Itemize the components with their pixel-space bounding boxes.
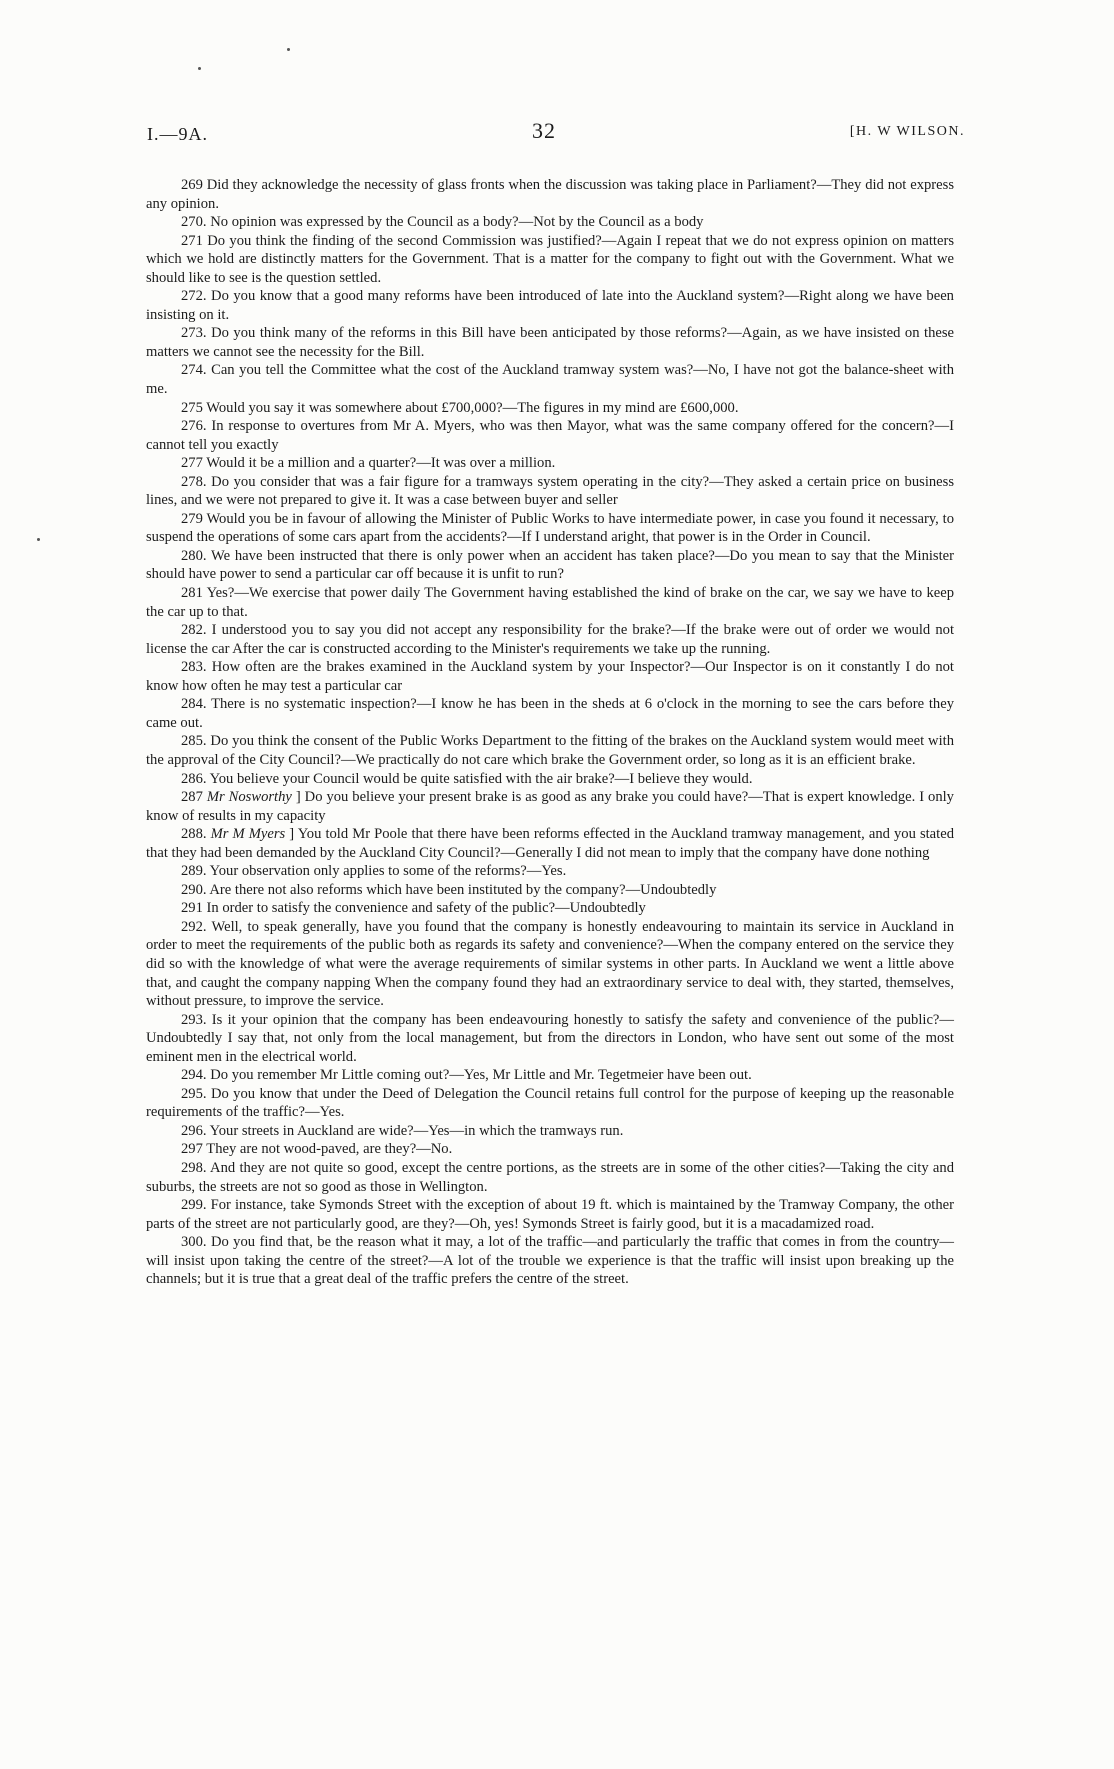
question-number: 281 [181,585,203,602]
speck-mark [287,48,290,51]
question-text: There is no systematic inspection?—I know he has been in the sheds at 6 o'clock in the morning to see the cars before they came out. [146,696,954,731]
question-text: Do you know that under the Deed of Delegation the Council retains full control for the purpose of keeping up the reasonable requirements of the traffic?—Yes. [146,1085,955,1121]
question-number: 274. [181,362,207,379]
question-number: 277 [181,455,203,472]
question-paragraph [146,658,954,695]
question-number: 283. [181,659,207,676]
question-paragraph [146,324,954,361]
question-number: 298. [181,1159,207,1176]
question-text: Do you know that a good many reforms have been introduced of late into the Auckland system?—Right along we have been insisting on it. [146,288,954,323]
question-number: 270. [181,214,207,231]
question-text: Do you think many of the reforms in this Bill have been anticipated by those reforms?—Again, as we have insisted on these matters we cannot see the necessity for the Bill. [146,325,954,360]
question-paragraph [146,399,954,418]
question-text: For instance, take Symonds Street with the exception of about 19 ft. which is maintained by the Tramway Company, the other parts of the street are not particularly good, are they?—Oh, yes! Symonds Street is fairly good, but it is a macadamized road. [146,1197,954,1232]
question-number: 299. [181,1197,207,1214]
question-text: Do you consider that was a fair figure for a tramways system operating in the city?—They asked a certain price on business lines, and we were not prepared to give it. It was a case between buyer and seller [146,473,955,509]
question-paragraph [146,1196,954,1233]
question-number: 286. [181,770,207,787]
question-text: Is it your opinion that the company has been endeavouring honestly to satisfy the safety and convenience of the public?—Undoubtedly I say that, not only from the local management, but from the directors in London, who have sent out some of the most eminent men in the electrical world. [146,1011,955,1065]
question-number: 294. [181,1067,207,1084]
question-text: Do you remember Mr Little coming out?—Yes, Mr Little and Mr. Tegetmeier have been out. [210,1067,752,1084]
question-paragraph: 287 Mr Nosworthy ] Do you believe your present brake is as good as any brake you could have?—That is expert knowledge. I only know of results in my capacity [146,789,954,824]
question-number: 279 [181,510,203,527]
question-paragraph: 288. Mr M Myers ] You told Mr Poole that there have been reforms effected in the Auckland tramway management, and you stated that they had been demanded by the Auckland City Council?—Generally I did not mean to imply that the company have done nothing [146,826,954,861]
question-number: 282. [181,622,207,639]
question-number: 288. [181,826,207,843]
header-reference: I.—9A. [147,124,208,144]
question-number: 271 [181,232,203,249]
question-text: No opinion was expressed by the Council as a body?—Not by the Council as a body [210,214,704,231]
speck-mark [198,67,201,70]
question-number: 280. [181,547,207,564]
question-paragraph [146,1066,954,1085]
question-text: Do you think the consent of the Public Works Department to the fitting of the brakes on the Auckland system would meet with the approval of the City Council?—We practically do not care which brake the Government order, so long as it is an efficient brake. [146,733,954,768]
question-text: Would it be a million and a quarter?—It was over a million. [206,455,556,472]
question-number: 285. [181,733,207,750]
question-number: 296. [181,1122,207,1139]
question-paragraph [146,232,954,288]
question-number: 291 [181,900,203,917]
question-text: I understood you to say you did not accept any responsibility for the brake?—If the brake were out of order we would not license the car After the car is constructed according to the Minister's requirements we take up the running. [146,622,954,657]
question-text: Are there not also reforms which have been instituted by the company?—Undoubtedly [209,881,717,898]
question-paragraph [146,473,954,510]
question-text: Yes?—We exercise that power daily The Government having established the kind of brake on the car, we say we have to keep the car up to that. [146,585,955,620]
minutes-body [146,176,954,1289]
page-number: 32 [532,118,556,143]
question-number: 278. [181,473,207,490]
speck-mark [37,538,40,541]
question-text: Would you say it was somewhere about £700,000?—The figures in my mind are £600,000. [206,399,739,416]
question-number: 269 [181,177,203,193]
question-text: Your streets in Auckland are wide?—Yes—in which the tramways run. [209,1122,624,1139]
question-paragraph [146,584,954,621]
header-witness: [H. W WILSON. [849,124,965,139]
question-paragraph [146,1085,954,1122]
question-number: 284. [181,696,207,713]
question-text: They are not wood-paved, are they?—No. [206,1141,453,1158]
question-number: 276. [181,418,207,435]
question-paragraph [146,547,954,584]
question-number: 290. [181,881,207,898]
question-text: How often are the brakes examined in the Auckland system by your Inspector?—Our Inspector is on it constantly I do not know how often he may test a particular car [146,659,954,694]
speaker-name: Mr M Myers [210,826,286,843]
question-text: Your observation only applies to some of the reforms?—Yes. [209,863,567,880]
question-paragraph [146,287,954,324]
question-paragraph [146,361,954,398]
page-header [147,118,965,148]
question-paragraph [146,1122,954,1141]
question-text: Do you think the finding of the second Commission was justified?—Again I repeat that we do not express opinion on matters which we hold are distinctly matters for the Government. That is a matter for the company to fight out with the Government. What we should like to see is the question settled. [146,232,954,286]
question-text: Do you believe your present brake is as good as any brake you could have?—That is expert knowledge. I only know of results in my capacity [146,789,954,824]
question-text: In order to satisfy the convenience and safety of the public?—Undoubtedly [206,900,646,917]
question-paragraph [146,1140,954,1159]
question-paragraph [146,454,954,473]
question-text: Well, to speak generally, have you found that the company is honestly endeavouring to maintain its service in Auckland in order to meet the requirements of the public both as regards its safety and convenience?—When the company entered on the service they did so with the knowledge of what were the average requirements of similar systems in other parts. In Auckland we went a little above that, and caught the company napping When the company found they had an extraordinary service to deal with, they started, themselves, without pressure, to improve the service. [146,918,954,1010]
question-paragraph [146,899,954,918]
question-paragraph [146,176,954,213]
question-text: Can you tell the Committee what the cost of the Auckland tramway system was?—No, I have not got the balance-sheet with me. [146,362,954,398]
question-text: You told Mr Poole that there have been reforms effected in the Auckland tramway management, and you stated that they had been demanded by the Auckland City Council?—Generally I did not mean to imply that the company have done nothing [146,826,954,861]
question-number: 292. [181,918,207,935]
question-paragraph [146,695,954,732]
question-number: 289. [181,863,207,880]
question-paragraph [146,918,954,1011]
question-paragraph [146,732,954,769]
question-paragraph [146,621,954,658]
question-paragraph [146,1233,954,1289]
question-number: 297 [181,1141,203,1158]
question-paragraph [146,213,954,232]
speaker-name: Mr Nosworthy [206,789,292,806]
question-number: 287 [181,789,203,806]
question-text: In response to overtures from Mr A. Myers, who was then Mayor, what was the same company offered for the concern?—I cannot tell you exactly [146,418,954,453]
question-text: Would you be in favour of allowing the Minister of Public Works to have intermediate power, in case you found it necessary, to suspend the operations of some cars apart from the accidents?—If I understand aright, that power is in the Order in Council. [146,510,954,546]
question-paragraph [146,1159,954,1196]
question-number: 295. [181,1085,207,1102]
question-text: And they are not quite so good, except the centre portions, as the streets are in some of the other cities?—Taking the city and suburbs, the streets are not so good as those in Wellington. [146,1159,954,1195]
question-paragraph [146,417,954,454]
question-text: Did they acknowledge the necessity of glass fronts when the discussion was taking place in Parliament?—They did not express any opinion. [146,177,954,212]
question-number: 275 [181,399,203,416]
question-text: Do you find that, be the reason what it may, a lot of the traffic—and particularly the traffic that comes in from the country—will insist upon taking the centre of the street?—A lot of the trouble we experience is that the traffic will insist upon breaking up the channels; but it is true that a great deal of the traffic prefers the centre of the street. [146,1234,954,1288]
question-paragraph [146,862,954,881]
question-number: 272. [181,288,207,305]
question-paragraph [146,770,954,789]
question-paragraph [146,510,954,547]
question-number: 273. [181,325,207,342]
question-text: We have been instructed that there is only power when an accident has taken place?—Do you mean to say that the Minister should have power to send a particular car off because it is unfit to run? [146,547,954,583]
question-paragraph [146,881,954,900]
question-text: You believe your Council would be quite satisfied with the air brake?—I believe they would. [209,770,753,787]
question-paragraph [146,1011,954,1067]
question-number: 293. [181,1011,207,1028]
question-number: 300. [181,1234,207,1251]
